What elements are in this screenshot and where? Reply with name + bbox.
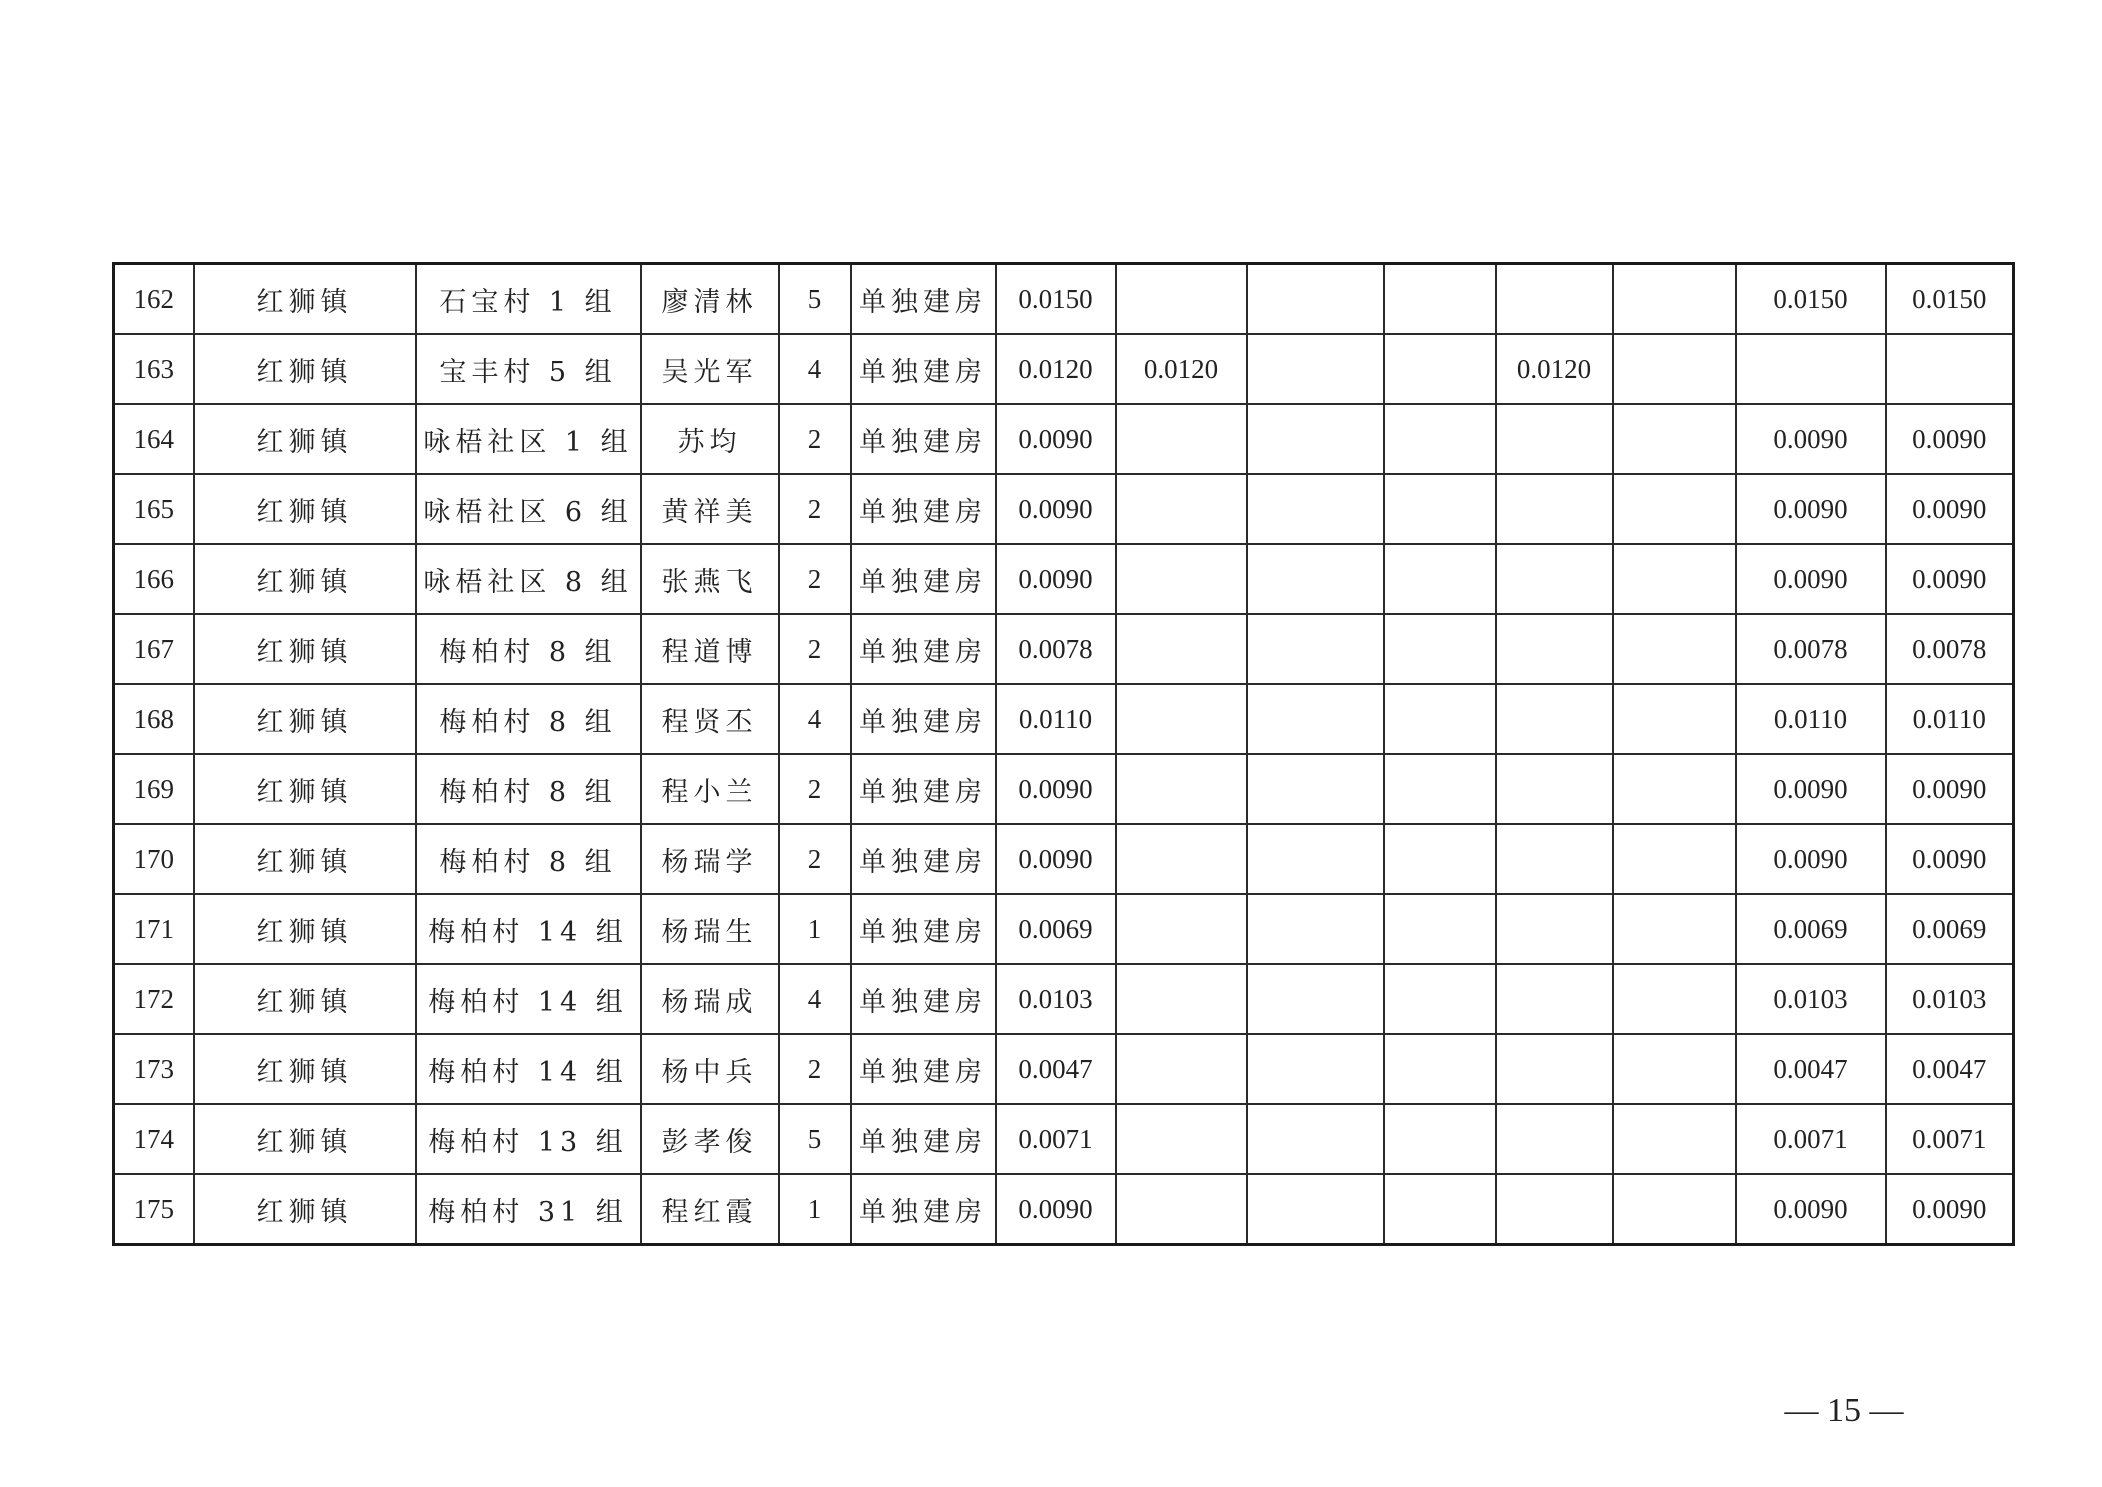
area-column-6-cell: 0.0090: [1736, 754, 1886, 824]
area-column-6-cell: 0.0071: [1736, 1104, 1886, 1174]
area-column-5-cell: [1613, 1034, 1736, 1104]
area-column-1-cell: [1116, 264, 1247, 335]
area-column-4-cell: 0.0120: [1496, 334, 1613, 404]
construction-type-cell: 单独建房: [851, 614, 996, 684]
town-cell: 红狮镇: [194, 1174, 416, 1245]
table-row: [114, 404, 2014, 474]
area-column-3-cell: [1384, 964, 1496, 1034]
area-column-4-cell: [1496, 474, 1613, 544]
household-size-cell: 2: [779, 754, 851, 824]
total-area-cell: 0.0090: [996, 474, 1116, 544]
town-cell: 红狮镇: [194, 684, 416, 754]
row-number: 173: [114, 1034, 194, 1104]
town-cell: 红狮镇: [194, 1104, 416, 1174]
total-area-cell: 0.0069: [996, 894, 1116, 964]
area-column-3-cell: [1384, 614, 1496, 684]
row-number: 171: [114, 894, 194, 964]
data-table-container: [112, 262, 2012, 1246]
table-body: [114, 264, 2014, 1245]
village-group-cell: 梅柏村 14 组: [416, 964, 641, 1034]
table-row: [114, 614, 2014, 684]
area-column-7-cell: 0.0150: [1886, 264, 2014, 335]
construction-type-cell: 单独建房: [851, 684, 996, 754]
applicant-name-cell: 苏均: [641, 404, 779, 474]
village-group-cell: 梅柏村 14 组: [416, 894, 641, 964]
area-column-7-cell: 0.0090: [1886, 824, 2014, 894]
total-area-cell: 0.0110: [996, 684, 1116, 754]
area-column-7-cell: 0.0071: [1886, 1104, 2014, 1174]
town-cell: 红狮镇: [194, 334, 416, 404]
area-column-1-cell: [1116, 824, 1247, 894]
area-column-6-cell: 0.0078: [1736, 614, 1886, 684]
town-cell: 红狮镇: [194, 544, 416, 614]
area-column-7-cell: 0.0090: [1886, 544, 2014, 614]
row-number: 174: [114, 1104, 194, 1174]
household-size-cell: 2: [779, 404, 851, 474]
total-area-cell: 0.0047: [996, 1034, 1116, 1104]
area-column-7-cell: 0.0110: [1886, 684, 2014, 754]
area-column-5-cell: [1613, 544, 1736, 614]
household-size-cell: 2: [779, 544, 851, 614]
town-cell: 红狮镇: [194, 264, 416, 335]
area-column-4-cell: [1496, 684, 1613, 754]
area-column-5-cell: [1613, 754, 1736, 824]
household-size-cell: 2: [779, 1034, 851, 1104]
total-area-cell: 0.0078: [996, 614, 1116, 684]
area-column-2-cell: [1247, 1174, 1384, 1245]
total-area-cell: 0.0103: [996, 964, 1116, 1034]
area-column-2-cell: [1247, 474, 1384, 544]
table-row: [114, 474, 2014, 544]
construction-type-cell: 单独建房: [851, 1174, 996, 1245]
total-area-cell: 0.0090: [996, 1174, 1116, 1245]
construction-type-cell: 单独建房: [851, 404, 996, 474]
area-column-2-cell: [1247, 544, 1384, 614]
area-column-2-cell: [1247, 404, 1384, 474]
area-column-6-cell: 0.0047: [1736, 1034, 1886, 1104]
area-column-2-cell: [1247, 684, 1384, 754]
area-column-7-cell: [1886, 334, 2014, 404]
household-size-cell: 4: [779, 684, 851, 754]
area-column-6-cell: 0.0090: [1736, 474, 1886, 544]
row-number: 167: [114, 614, 194, 684]
applicant-name-cell: 程贤丕: [641, 684, 779, 754]
total-area-cell: 0.0090: [996, 544, 1116, 614]
area-column-1-cell: [1116, 1174, 1247, 1245]
applicant-name-cell: 程红霞: [641, 1174, 779, 1245]
table-row: [114, 1104, 2014, 1174]
area-column-1-cell: [1116, 404, 1247, 474]
area-column-5-cell: [1613, 474, 1736, 544]
total-area-cell: 0.0090: [996, 824, 1116, 894]
construction-type-cell: 单独建房: [851, 474, 996, 544]
area-column-1-cell: [1116, 614, 1247, 684]
applicant-name-cell: 程小兰: [641, 754, 779, 824]
total-area-cell: 0.0090: [996, 404, 1116, 474]
area-column-1-cell: [1116, 544, 1247, 614]
area-column-5-cell: [1613, 334, 1736, 404]
table-row: [114, 1174, 2014, 1245]
construction-type-cell: 单独建房: [851, 964, 996, 1034]
applicant-name-cell: 杨瑞成: [641, 964, 779, 1034]
area-column-2-cell: [1247, 894, 1384, 964]
area-column-6-cell: [1736, 334, 1886, 404]
area-column-7-cell: 0.0078: [1886, 614, 2014, 684]
town-cell: 红狮镇: [194, 964, 416, 1034]
village-group-cell: 宝丰村 5 组: [416, 334, 641, 404]
row-number: 164: [114, 404, 194, 474]
construction-type-cell: 单独建房: [851, 754, 996, 824]
applicant-name-cell: 杨瑞生: [641, 894, 779, 964]
area-column-6-cell: 0.0110: [1736, 684, 1886, 754]
area-column-4-cell: [1496, 1174, 1613, 1245]
town-cell: 红狮镇: [194, 824, 416, 894]
town-cell: 红狮镇: [194, 474, 416, 544]
area-column-6-cell: 0.0150: [1736, 264, 1886, 335]
total-area-cell: 0.0071: [996, 1104, 1116, 1174]
table-row: [114, 1034, 2014, 1104]
town-cell: 红狮镇: [194, 404, 416, 474]
area-column-7-cell: 0.0090: [1886, 754, 2014, 824]
area-column-3-cell: [1384, 334, 1496, 404]
area-column-4-cell: [1496, 404, 1613, 474]
area-column-6-cell: 0.0090: [1736, 544, 1886, 614]
area-column-6-cell: 0.0069: [1736, 894, 1886, 964]
area-column-7-cell: 0.0090: [1886, 1174, 2014, 1245]
applicant-name-cell: 吴光军: [641, 334, 779, 404]
area-column-3-cell: [1384, 894, 1496, 964]
area-column-2-cell: [1247, 1104, 1384, 1174]
construction-type-cell: 单独建房: [851, 264, 996, 335]
area-column-4-cell: [1496, 964, 1613, 1034]
table-row: [114, 264, 2014, 335]
area-column-2-cell: [1247, 754, 1384, 824]
applicant-name-cell: 杨中兵: [641, 1034, 779, 1104]
area-column-2-cell: [1247, 824, 1384, 894]
area-column-3-cell: [1384, 1104, 1496, 1174]
village-group-cell: 梅柏村 31 组: [416, 1174, 641, 1245]
area-column-1-cell: [1116, 474, 1247, 544]
area-column-1-cell: [1116, 1034, 1247, 1104]
household-size-cell: 2: [779, 824, 851, 894]
area-column-7-cell: 0.0090: [1886, 404, 2014, 474]
area-column-3-cell: [1384, 754, 1496, 824]
village-group-cell: 梅柏村 14 组: [416, 1034, 641, 1104]
area-column-4-cell: [1496, 264, 1613, 335]
area-column-3-cell: [1384, 1174, 1496, 1245]
applicant-name-cell: 程道博: [641, 614, 779, 684]
total-area-cell: 0.0120: [996, 334, 1116, 404]
row-number: 162: [114, 264, 194, 335]
area-column-2-cell: [1247, 264, 1384, 335]
table-row: [114, 754, 2014, 824]
applicant-name-cell: 廖清林: [641, 264, 779, 335]
area-column-5-cell: [1613, 264, 1736, 335]
town-cell: 红狮镇: [194, 1034, 416, 1104]
village-group-cell: 梅柏村 8 组: [416, 824, 641, 894]
household-size-cell: 2: [779, 614, 851, 684]
area-column-1-cell: [1116, 684, 1247, 754]
construction-type-cell: 单独建房: [851, 334, 996, 404]
area-column-2-cell: [1247, 614, 1384, 684]
page-number: — 15 —: [1784, 1392, 1904, 1429]
area-column-1-cell: 0.0120: [1116, 334, 1247, 404]
area-column-6-cell: 0.0090: [1736, 404, 1886, 474]
area-column-2-cell: [1247, 334, 1384, 404]
area-column-3-cell: [1384, 474, 1496, 544]
area-column-1-cell: [1116, 1104, 1247, 1174]
area-column-4-cell: [1496, 1034, 1613, 1104]
household-size-cell: 1: [779, 894, 851, 964]
land-use-table: [112, 262, 2015, 1246]
total-area-cell: 0.0090: [996, 754, 1116, 824]
area-column-5-cell: [1613, 964, 1736, 1034]
area-column-5-cell: [1613, 1174, 1736, 1245]
table-row: [114, 684, 2014, 754]
area-column-3-cell: [1384, 544, 1496, 614]
household-size-cell: 5: [779, 264, 851, 335]
area-column-3-cell: [1384, 684, 1496, 754]
area-column-4-cell: [1496, 544, 1613, 614]
household-size-cell: 4: [779, 964, 851, 1034]
applicant-name-cell: 黄祥美: [641, 474, 779, 544]
town-cell: 红狮镇: [194, 894, 416, 964]
table-row: [114, 824, 2014, 894]
area-column-7-cell: 0.0069: [1886, 894, 2014, 964]
area-column-5-cell: [1613, 894, 1736, 964]
village-group-cell: 梅柏村 8 组: [416, 614, 641, 684]
total-area-cell: 0.0150: [996, 264, 1116, 335]
construction-type-cell: 单独建房: [851, 544, 996, 614]
row-number: 169: [114, 754, 194, 824]
area-column-4-cell: [1496, 754, 1613, 824]
row-number: 165: [114, 474, 194, 544]
household-size-cell: 1: [779, 1174, 851, 1245]
area-column-1-cell: [1116, 754, 1247, 824]
row-number: 170: [114, 824, 194, 894]
area-column-5-cell: [1613, 614, 1736, 684]
table-row: [114, 334, 2014, 404]
village-group-cell: 梅柏村 8 组: [416, 754, 641, 824]
village-group-cell: 石宝村 1 组: [416, 264, 641, 335]
household-size-cell: 2: [779, 474, 851, 544]
row-number: 175: [114, 1174, 194, 1245]
town-cell: 红狮镇: [194, 754, 416, 824]
village-group-cell: 咏梧社区 1 组: [416, 404, 641, 474]
row-number: 163: [114, 334, 194, 404]
household-size-cell: 4: [779, 334, 851, 404]
area-column-4-cell: [1496, 1104, 1613, 1174]
area-column-1-cell: [1116, 894, 1247, 964]
village-group-cell: 咏梧社区 6 组: [416, 474, 641, 544]
village-group-cell: 咏梧社区 8 组: [416, 544, 641, 614]
row-number: 168: [114, 684, 194, 754]
table-row: [114, 894, 2014, 964]
area-column-2-cell: [1247, 1034, 1384, 1104]
table-row: [114, 964, 2014, 1034]
area-column-7-cell: 0.0090: [1886, 474, 2014, 544]
applicant-name-cell: 杨瑞学: [641, 824, 779, 894]
area-column-3-cell: [1384, 824, 1496, 894]
village-group-cell: 梅柏村 8 组: [416, 684, 641, 754]
town-cell: 红狮镇: [194, 614, 416, 684]
construction-type-cell: 单独建房: [851, 824, 996, 894]
area-column-4-cell: [1496, 894, 1613, 964]
area-column-3-cell: [1384, 404, 1496, 474]
area-column-7-cell: 0.0047: [1886, 1034, 2014, 1104]
applicant-name-cell: 张燕飞: [641, 544, 779, 614]
area-column-6-cell: 0.0090: [1736, 1174, 1886, 1245]
area-column-6-cell: 0.0103: [1736, 964, 1886, 1034]
household-size-cell: 5: [779, 1104, 851, 1174]
area-column-3-cell: [1384, 1034, 1496, 1104]
table-row: [114, 544, 2014, 614]
area-column-4-cell: [1496, 614, 1613, 684]
construction-type-cell: 单独建房: [851, 1104, 996, 1174]
applicant-name-cell: 彭孝俊: [641, 1104, 779, 1174]
area-column-5-cell: [1613, 684, 1736, 754]
construction-type-cell: 单独建房: [851, 1034, 996, 1104]
area-column-5-cell: [1613, 824, 1736, 894]
row-number: 172: [114, 964, 194, 1034]
area-column-2-cell: [1247, 964, 1384, 1034]
area-column-6-cell: 0.0090: [1736, 824, 1886, 894]
area-column-4-cell: [1496, 824, 1613, 894]
area-column-1-cell: [1116, 964, 1247, 1034]
area-column-5-cell: [1613, 1104, 1736, 1174]
row-number: 166: [114, 544, 194, 614]
area-column-5-cell: [1613, 404, 1736, 474]
village-group-cell: 梅柏村 13 组: [416, 1104, 641, 1174]
construction-type-cell: 单独建房: [851, 894, 996, 964]
area-column-3-cell: [1384, 264, 1496, 335]
area-column-7-cell: 0.0103: [1886, 964, 2014, 1034]
